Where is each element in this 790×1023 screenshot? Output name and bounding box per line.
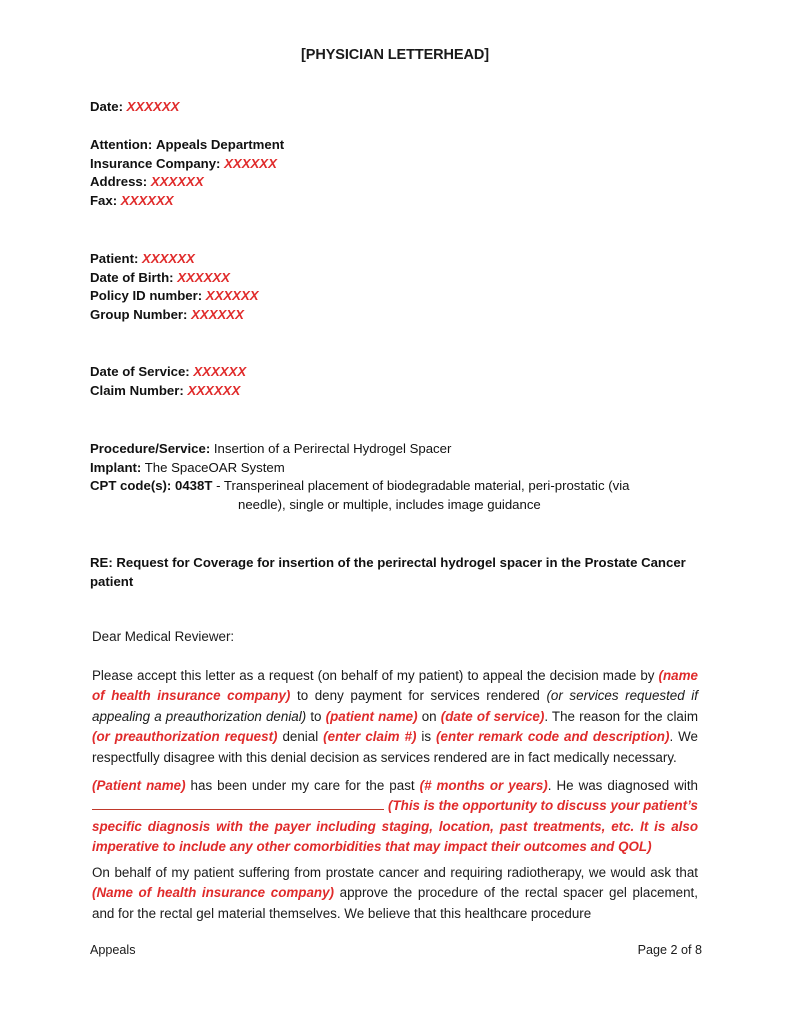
date-of-service-line [90,363,246,382]
date-line [90,98,179,117]
service-block [90,363,246,400]
group-number-label: Group Number: [90,306,188,322]
p2-placeholder-patient-name: (Patient name) [92,778,186,793]
p1-seg-2: to deny payment for services rendered [290,688,547,704]
p1-placeholder-claim-number: (enter claim #) [323,729,417,745]
dob-value: XXXXXX [177,269,230,285]
fax-label: Fax: [90,192,118,208]
p1-placeholder-preauth-request: (or preauthorization request) [92,729,278,745]
p3-placeholder-insurance-company: (Name of health insurance company) [92,885,334,901]
policy-id-value: XXXXXX [205,288,259,304]
page-title: [PHYSICIAN LETTERHEAD] [301,47,489,63]
cpt-code-description: - Transperineal placement of biodegradable material, peri-prostatic (via [216,478,630,494]
salutation: Dear Medical Reviewer: [92,629,235,644]
attention-value: Appeals Department [155,137,285,152]
procedure-block [90,440,630,514]
fax-value: XXXXXX [120,192,174,208]
p1-placeholder-date-of-service: (date of service) [440,708,545,724]
group-number-line [90,306,259,325]
claim-number-line [90,382,246,401]
implant-value: The SpaceOAR System [144,459,285,475]
p2-seg-2: . He was diagnosed with [547,778,698,793]
policy-id-line [90,287,259,306]
cpt-code-line [90,477,630,496]
address-line [90,173,284,192]
policy-id-label: Policy ID number: [90,288,203,304]
patient-block [90,250,259,324]
dob-label: Date of Birth: [90,269,174,285]
address-value: XXXXXX [150,174,204,190]
p1-placeholder-insurance-company: (name of health insurance company) [92,668,698,704]
p1-placeholder-patient-name: (patient name) [325,708,418,724]
p2-placeholder-duration: (# months or years) [419,778,548,793]
cpt-code-label: CPT code(s): [90,478,172,494]
date-label: Date: [90,99,123,114]
recipient-block [90,136,284,210]
procedure-service-value: Insertion of a Perirectal Hydrogel Spacer [213,441,452,456]
fax-line [90,192,284,211]
footer-page-number: Page 2 of 8 [637,943,702,957]
p3-seg-1: On behalf of my patient suffering from prostate cancer and requiring radiotherapy, we would ask that [92,865,698,880]
footer-left-text: Appeals [90,943,136,957]
p1-seg-1: Please accept this letter as a request (on behalf of my patient) to appeal the decision made by [92,668,659,683]
attention-line [90,136,284,155]
body-paragraph-1 [92,666,698,768]
body-paragraph-3 [92,863,698,924]
insurance-company-value: XXXXXX [224,155,277,171]
p1-seg-7: is [416,729,437,745]
p3-seg-2: approve the procedure of the rectal spacer gel placement, and for the rectal gel material themselves. We believe that this healthcare procedure [92,885,698,921]
insurance-company-label: Insurance Company: [90,155,221,171]
date-value: XXXXXX [126,99,180,114]
patient-value: XXXXXX [142,251,195,266]
p1-seg-6: denial [277,729,324,745]
re-subject-line: RE: Request for Coverage for insertion of the perirectal hydrogel spacer in the Prostate Cancer patient [90,555,686,589]
address-label: Address: [90,174,148,190]
claim-number-value: XXXXXX [187,382,241,398]
p2-placeholder-diagnosis-instruction: (This is the opportunity to discuss your patient’s specific diagnosis with the payer including staging, location, past treatments, etc. It is also imperative to include any other comorbidities that may impact their outcomes and QOL) [92,798,698,855]
p2-seg-1: has been under my care for the past [185,778,420,793]
date-of-service-label: Date of Service: [90,364,190,379]
p1-seg-4: on [417,708,441,724]
implant-line [90,459,630,478]
body-paragraph-2 [92,776,698,858]
date-of-service-value: XXXXXX [193,364,247,379]
p1-seg-8: . We respectfully disagree with this denial decision as services rendered are in fact medically necessary. [92,729,698,765]
cpt-code-value: 0438T [175,478,213,494]
patient-label: Patient: [90,251,139,266]
insurance-company-line [90,155,284,174]
p1-placeholder-remark-code: (enter remark code and description) [436,729,670,745]
cpt-code-description-cont-text: needle), single or multiple, includes image guidance [238,496,541,512]
p1-seg-3: to [306,708,326,724]
p1-italic-note-1: (or services requested if appealing a preauthorization denial) [92,688,698,724]
procedure-service-label: Procedure/Service: [90,441,211,456]
diagnosis-blank-rule[interactable] [92,797,384,810]
implant-label: Implant: [90,459,142,475]
patient-line [90,250,259,269]
procedure-service-line [90,440,630,459]
attention-label: Attention: [90,137,153,152]
p1-seg-5: . The reason for the claim [544,708,699,724]
dob-line [90,269,259,288]
group-number-value: XXXXXX [191,306,244,322]
cpt-code-description-continued [238,496,630,515]
claim-number-label: Claim Number: [90,382,184,398]
